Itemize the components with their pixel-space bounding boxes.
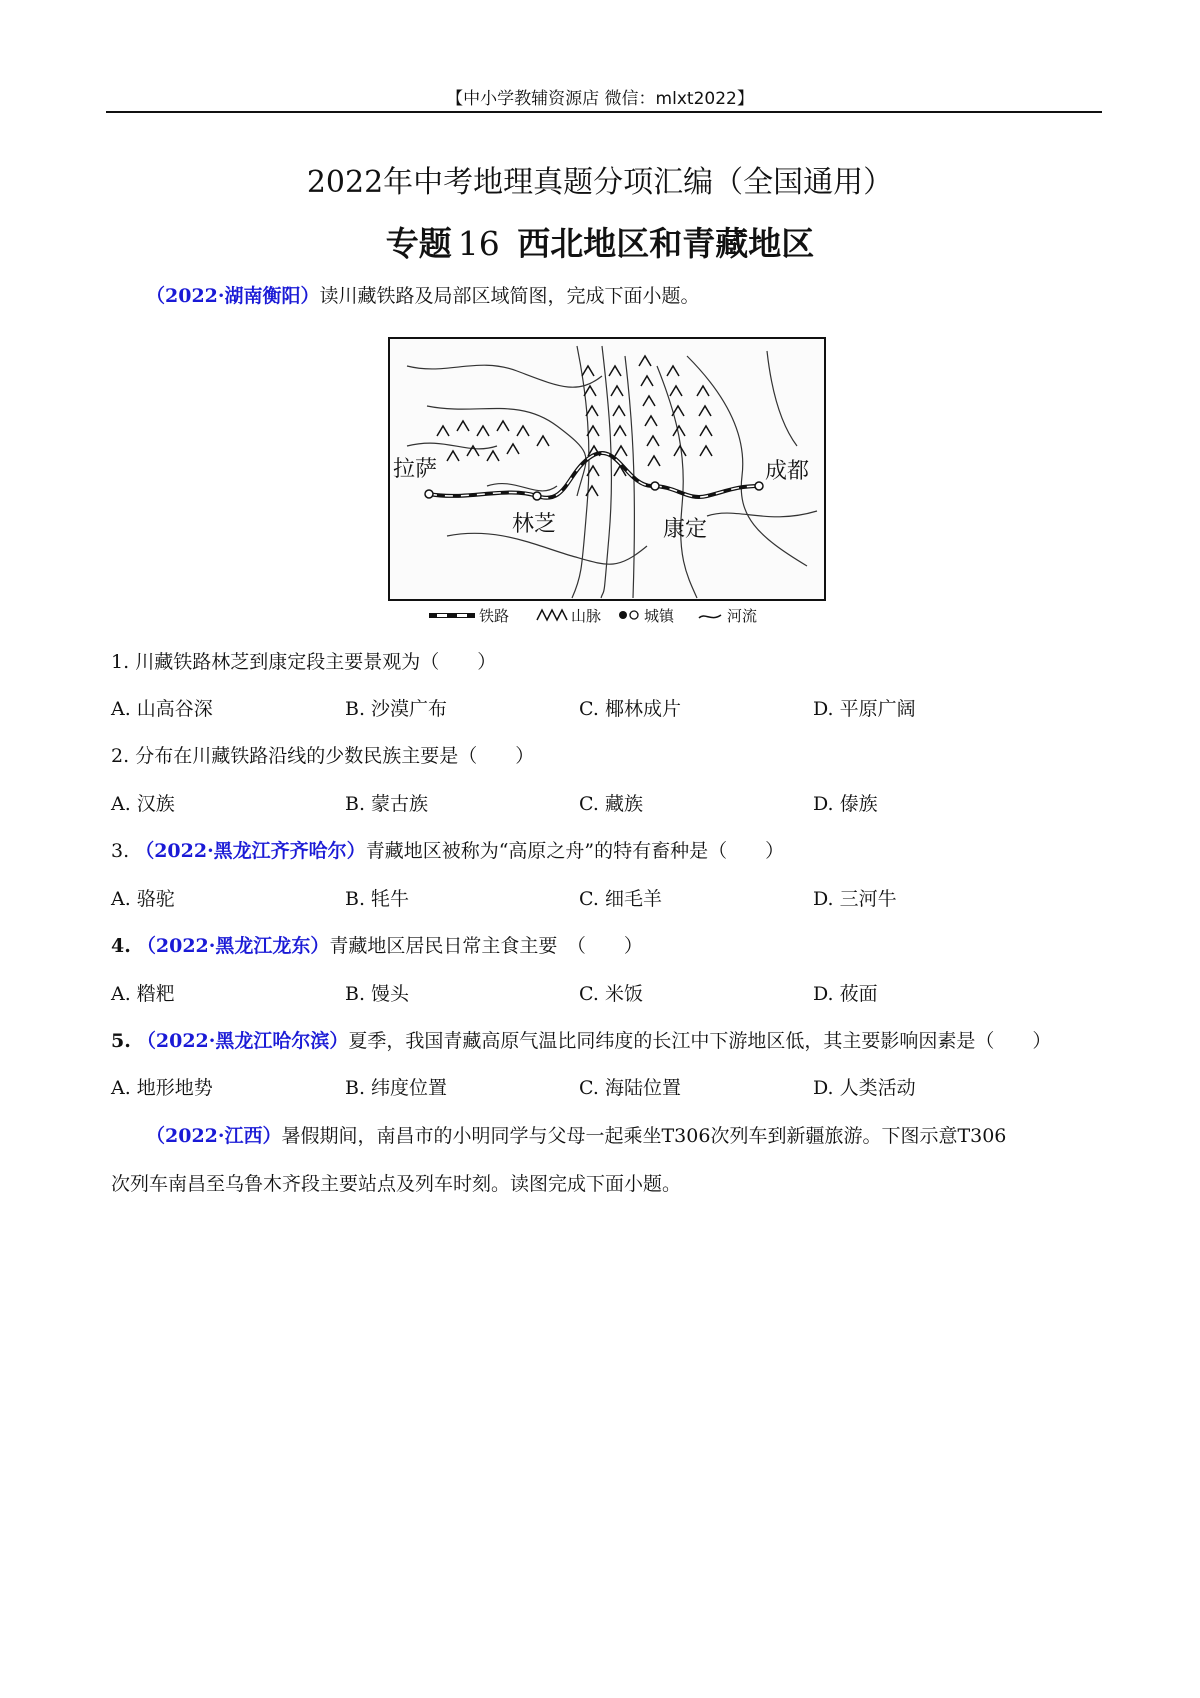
option-c: C. 椰林成片 <box>579 698 681 720</box>
town-nyingchi-marker <box>533 492 541 500</box>
town-lhasa-marker <box>425 490 433 498</box>
source-tag: （2022·黑龙江哈尔滨） <box>136 1030 349 1052</box>
option-a: A. 地形地势 <box>111 1077 213 1099</box>
town-chengdu-marker <box>755 482 763 490</box>
intro-text-line-1: 暑假期间，南昌市的小明同学与父母一起乘坐T306次列车到新疆旅游。下图示意T306 <box>281 1125 1007 1147</box>
map-figure <box>387 336 827 628</box>
label-chengdu: 成都 <box>765 459 810 484</box>
label-nyingchi: 林芝 <box>512 512 557 537</box>
legend-town-symbol-filled <box>619 611 627 619</box>
question-number: 2. <box>111 745 130 767</box>
legend-railway-dash <box>457 614 467 617</box>
option-a: A. 糌粑 <box>111 983 175 1005</box>
map-legend <box>429 607 757 625</box>
label-kangding: 康定 <box>663 517 708 542</box>
question-number: 4. <box>111 935 131 957</box>
question-4 <box>111 931 643 958</box>
option-c: C. 细毛羊 <box>579 888 662 910</box>
page-header: 【中小学教辅资源店 微信：mlxt2022】 <box>446 89 754 109</box>
option-b: B. 馒头 <box>345 983 410 1005</box>
topic-title <box>0 218 1200 265</box>
intro-text: 读川藏铁路及局部区域简图，完成下面小题。 <box>319 285 700 307</box>
question-1 <box>111 647 496 674</box>
source-tag: （2022·江西） <box>146 1125 282 1147</box>
legend-mountain-label: 山脉 <box>571 607 602 625</box>
question-number: 5. <box>111 1030 131 1052</box>
option-b: B. 纬度位置 <box>345 1077 448 1099</box>
question-3 <box>111 836 784 863</box>
option-d: D. 三河牛 <box>813 888 897 910</box>
source-tag: （2022·湖南衡阳） <box>146 285 320 307</box>
question-number: 3. <box>111 840 130 862</box>
railway-map <box>387 336 827 628</box>
legend-town-symbol-hollow <box>630 611 638 619</box>
legend-river-symbol <box>699 615 721 618</box>
legend-railway-symbol <box>429 613 475 618</box>
option-d: D. 人类活动 <box>813 1077 916 1099</box>
option-b: B. 沙漠广布 <box>345 698 448 720</box>
option-d: D. 平原广阔 <box>813 698 916 720</box>
topic-prefix: 专题 <box>385 224 452 263</box>
legend-river-label: 河流 <box>727 607 758 625</box>
document-title: 2022年中考地理真题分项汇编（全国通用） <box>306 165 894 200</box>
option-c: C. 米饭 <box>579 983 643 1005</box>
question-2 <box>111 741 534 768</box>
topic-number: 16 <box>457 224 500 263</box>
source-tag: （2022·黑龙江龙东） <box>136 935 330 957</box>
option-a: A. 骆驼 <box>111 888 175 910</box>
option-c: C. 藏族 <box>579 793 643 815</box>
legend-town-label: 城镇 <box>644 607 675 625</box>
option-d: D. 莜面 <box>813 983 878 1005</box>
legend-railway-label: 铁路 <box>479 607 510 625</box>
header-divider <box>106 111 1102 113</box>
question-stem: 夏季，我国青藏高原气温比同纬度的长江中下游地区低，其主要影响因素是（ ） <box>348 1030 1052 1052</box>
option-a: A. 山高谷深 <box>111 698 213 720</box>
question-number: 1. <box>111 651 130 673</box>
option-d: D. 傣族 <box>813 793 878 815</box>
question-stem: 川藏铁路林芝到康定段主要景观为（ ） <box>135 651 497 673</box>
topic-name: 西北地区和青藏地区 <box>517 224 815 263</box>
option-a: A. 汉族 <box>111 793 175 815</box>
question-stem: 青藏地区被称为“高原之舟”的特有畜种是（ ） <box>365 840 785 862</box>
label-lhasa: 拉萨 <box>393 457 438 482</box>
option-b: B. 牦牛 <box>345 888 410 910</box>
option-b: B. 蒙古族 <box>345 793 429 815</box>
legend-mountain-symbol <box>537 610 567 620</box>
intro-text-line-2: 次列车南昌至乌鲁木齐段主要站点及列车时刻。读图完成下面小题。 <box>111 1173 682 1195</box>
legend-railway-dash <box>437 614 447 617</box>
option-c: C. 海陆位置 <box>579 1077 681 1099</box>
intro-paragraph-2 <box>146 1121 1006 1148</box>
question-5 <box>111 1026 1051 1053</box>
question-stem: 青藏地区居民日常主食主要 （ ） <box>329 935 643 957</box>
intro-paragraph-1 <box>146 281 700 308</box>
question-stem: 分布在川藏铁路沿线的少数民族主要是（ ） <box>135 745 535 767</box>
source-tag: （2022·黑龙江齐齐哈尔） <box>135 840 366 862</box>
town-kangding-marker <box>651 482 659 490</box>
